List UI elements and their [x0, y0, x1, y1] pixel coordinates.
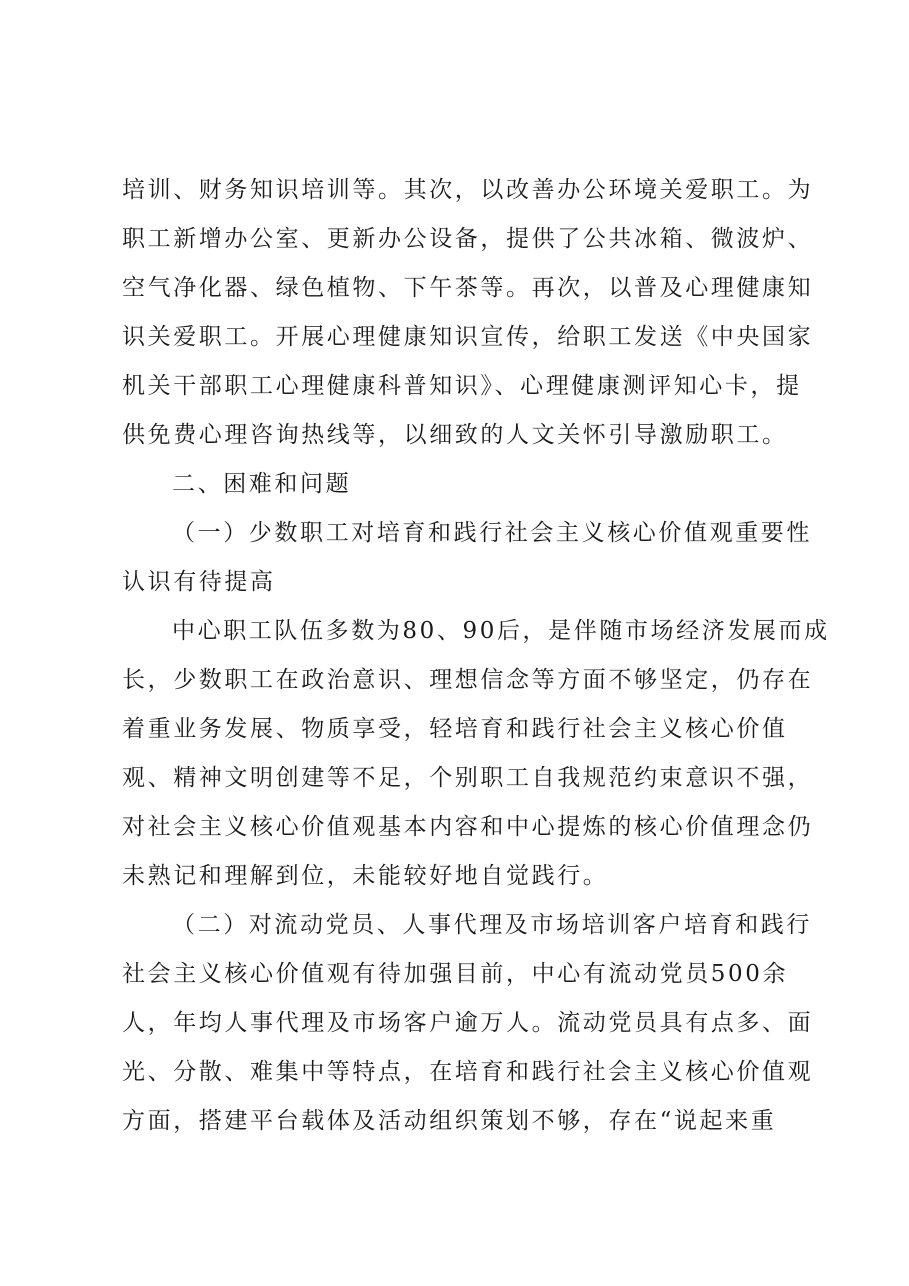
text-line: 观、精神文明创建等不足，个别职工自我规范约束意识不强， [122, 765, 814, 791]
text-line: 社会主义核心价值观有待加强目前，中心有流动党员500余 [122, 961, 789, 987]
text-line: 职工新增办公室、更新办公设备，提供了公共冰箱、微波炉、 [122, 226, 814, 252]
text-line: 着重业务发展、物质享受，轻培育和践行社会主义核心价值 [122, 716, 788, 742]
text-line: 光、分散、难集中等特点，在培育和践行社会主义核心价值观 [122, 1059, 814, 1085]
document-body [122, 166, 830, 1146]
text-line: 识关爱职工。开展心理健康知识宣传，给职工发送《中央国家 [122, 324, 814, 350]
text-line: 供免费心理咨询热线等，以细致的人文关怀引导激励职工。 [122, 422, 788, 448]
paragraph-start: 中心职工队伍多数为80、90后，是伴随市场经济发展而成 [172, 618, 830, 644]
text-line: 方面，搭建平台载体及活动组织策划不够，存在“说起来重 [122, 1108, 777, 1134]
text-line: 培训、财务知识培训等。其次，以改善办公环境关爱职工。为 [122, 177, 814, 203]
text-line: 机关干部职工心理健康科普知识》、心理健康测评知心卡，提 [122, 373, 802, 399]
section-heading: 二、困难和问题 [172, 471, 352, 497]
subsection-heading: （二）对流动党员、人事代理及市场培训客户培育和践行 [172, 912, 812, 938]
text-line: 未熟记和理解到位，未能较好地自觉践行。 [122, 863, 609, 889]
text-line: 空气净化器、绿色植物、下午茶等。再次，以普及心理健康知 [122, 275, 814, 301]
subsection-heading: （一）少数职工对培育和践行社会主义核心价值观重要性 [172, 520, 812, 546]
text-line: 长，少数职工在政治意识、理想信念等方面不够坚定，仍存在 [122, 667, 814, 693]
text-line: 对社会主义核心价值观基本内容和中心提炼的核心价值理念仍 [122, 814, 814, 840]
subsection-heading-continued: 认识有待提高 [122, 569, 276, 595]
text-line: 人，年均人事代理及市场客户逾万人。流动党员具有点多、面 [122, 1010, 814, 1036]
